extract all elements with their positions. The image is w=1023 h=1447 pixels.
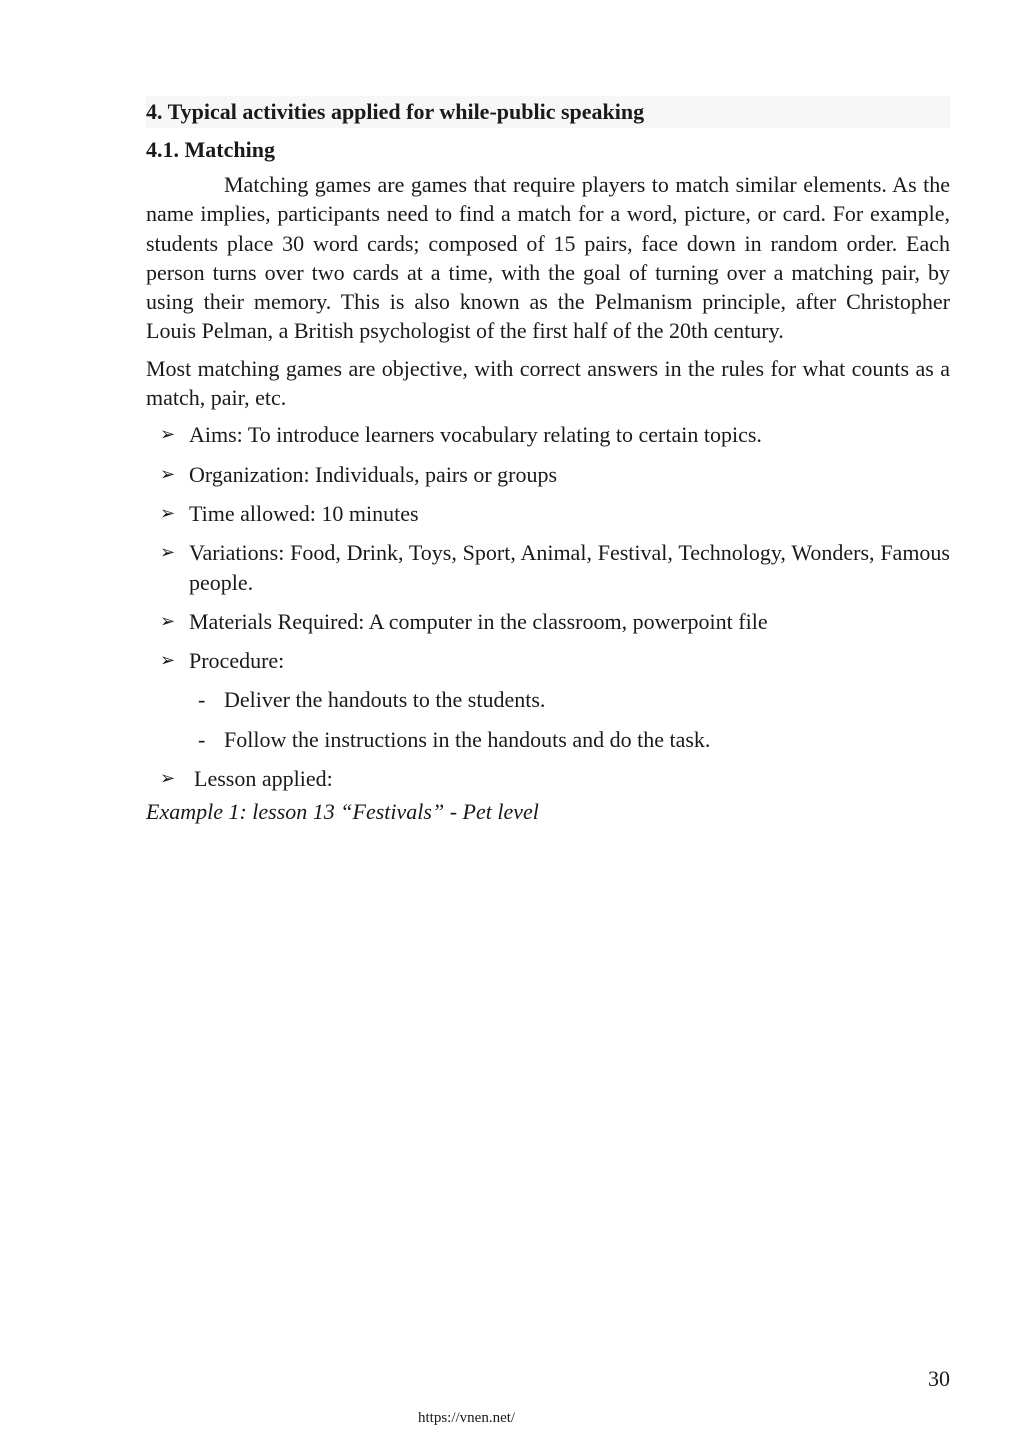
list-item-text: Time allowed: 10 minutes [189,500,419,526]
subsection-heading: 4.1. Matching [146,137,275,162]
footer-url: https://vnen.net/ [418,1410,516,1426]
document-page [146,96,950,827]
procedure-steps-list [146,685,950,754]
dash-bullet-icon: - [198,726,206,752]
procedure-step-text: Follow the instructions in the handouts and do the task. [224,726,711,752]
list-item-time [146,499,950,528]
list-item-lesson [146,764,950,793]
section-heading: 4. Typical activities applied for while-public speaking [146,96,950,128]
arrow-bullet-icon: ➢ [160,768,176,790]
procedure-step-text: Deliver the handouts to the students. [224,687,546,713]
list-item-text: Variations: Food, Drink, Toys, Sport, Animal, Festival, Technology, Wonders, Famous people. [189,540,950,595]
example-caption: Example 1: lesson 13 “Festivals” - Pet level [146,799,539,825]
arrow-bullet-icon: ➢ [160,463,176,485]
arrow-bullet-icon: ➢ [160,650,176,672]
list-item-variations [146,538,950,597]
list-item-organization [146,460,950,489]
objective-paragraph: Most matching games are objective, with correct answers in the rules for what counts as a match, pair, etc. [146,355,950,411]
activity-details-list [146,420,950,675]
list-item-procedure [146,646,950,675]
arrow-bullet-icon: ➢ [160,424,176,446]
arrow-bullet-icon: ➢ [160,542,176,564]
list-item-aims [146,420,950,449]
list-item-text: Materials Required: A computer in the classroom, powerpoint file [189,608,768,634]
page-number: 30 [928,1366,950,1391]
intro-paragraph: Matching games are games that require players to match similar elements. As the name implies, participants need to find a match for a word, picture, or card. For example, students place 30 word cards; composed of 15 pairs, face down in random order. Each person turns over two cards at a time, with the goal of turning over a matching pair, by using their memory. This is also known as the Pelmanism principle, after Christopher Louis Pelman, a British psychologist of the first half of the 20th century. [146,172,950,344]
list-item-text: Aims: To introduce learners vocabulary relating to certain topics. [189,422,762,448]
procedure-step [146,685,950,714]
list-item-text: Organization: Individuals, pairs or groups [189,461,558,487]
list-item-text: Lesson applied: [194,766,333,792]
lesson-list [146,764,950,793]
arrow-bullet-icon: ➢ [160,502,176,524]
dash-bullet-icon: - [198,687,206,713]
arrow-bullet-icon: ➢ [160,610,176,632]
list-item-text: Procedure: [189,648,285,674]
procedure-step [146,725,950,754]
list-item-materials [146,607,950,636]
